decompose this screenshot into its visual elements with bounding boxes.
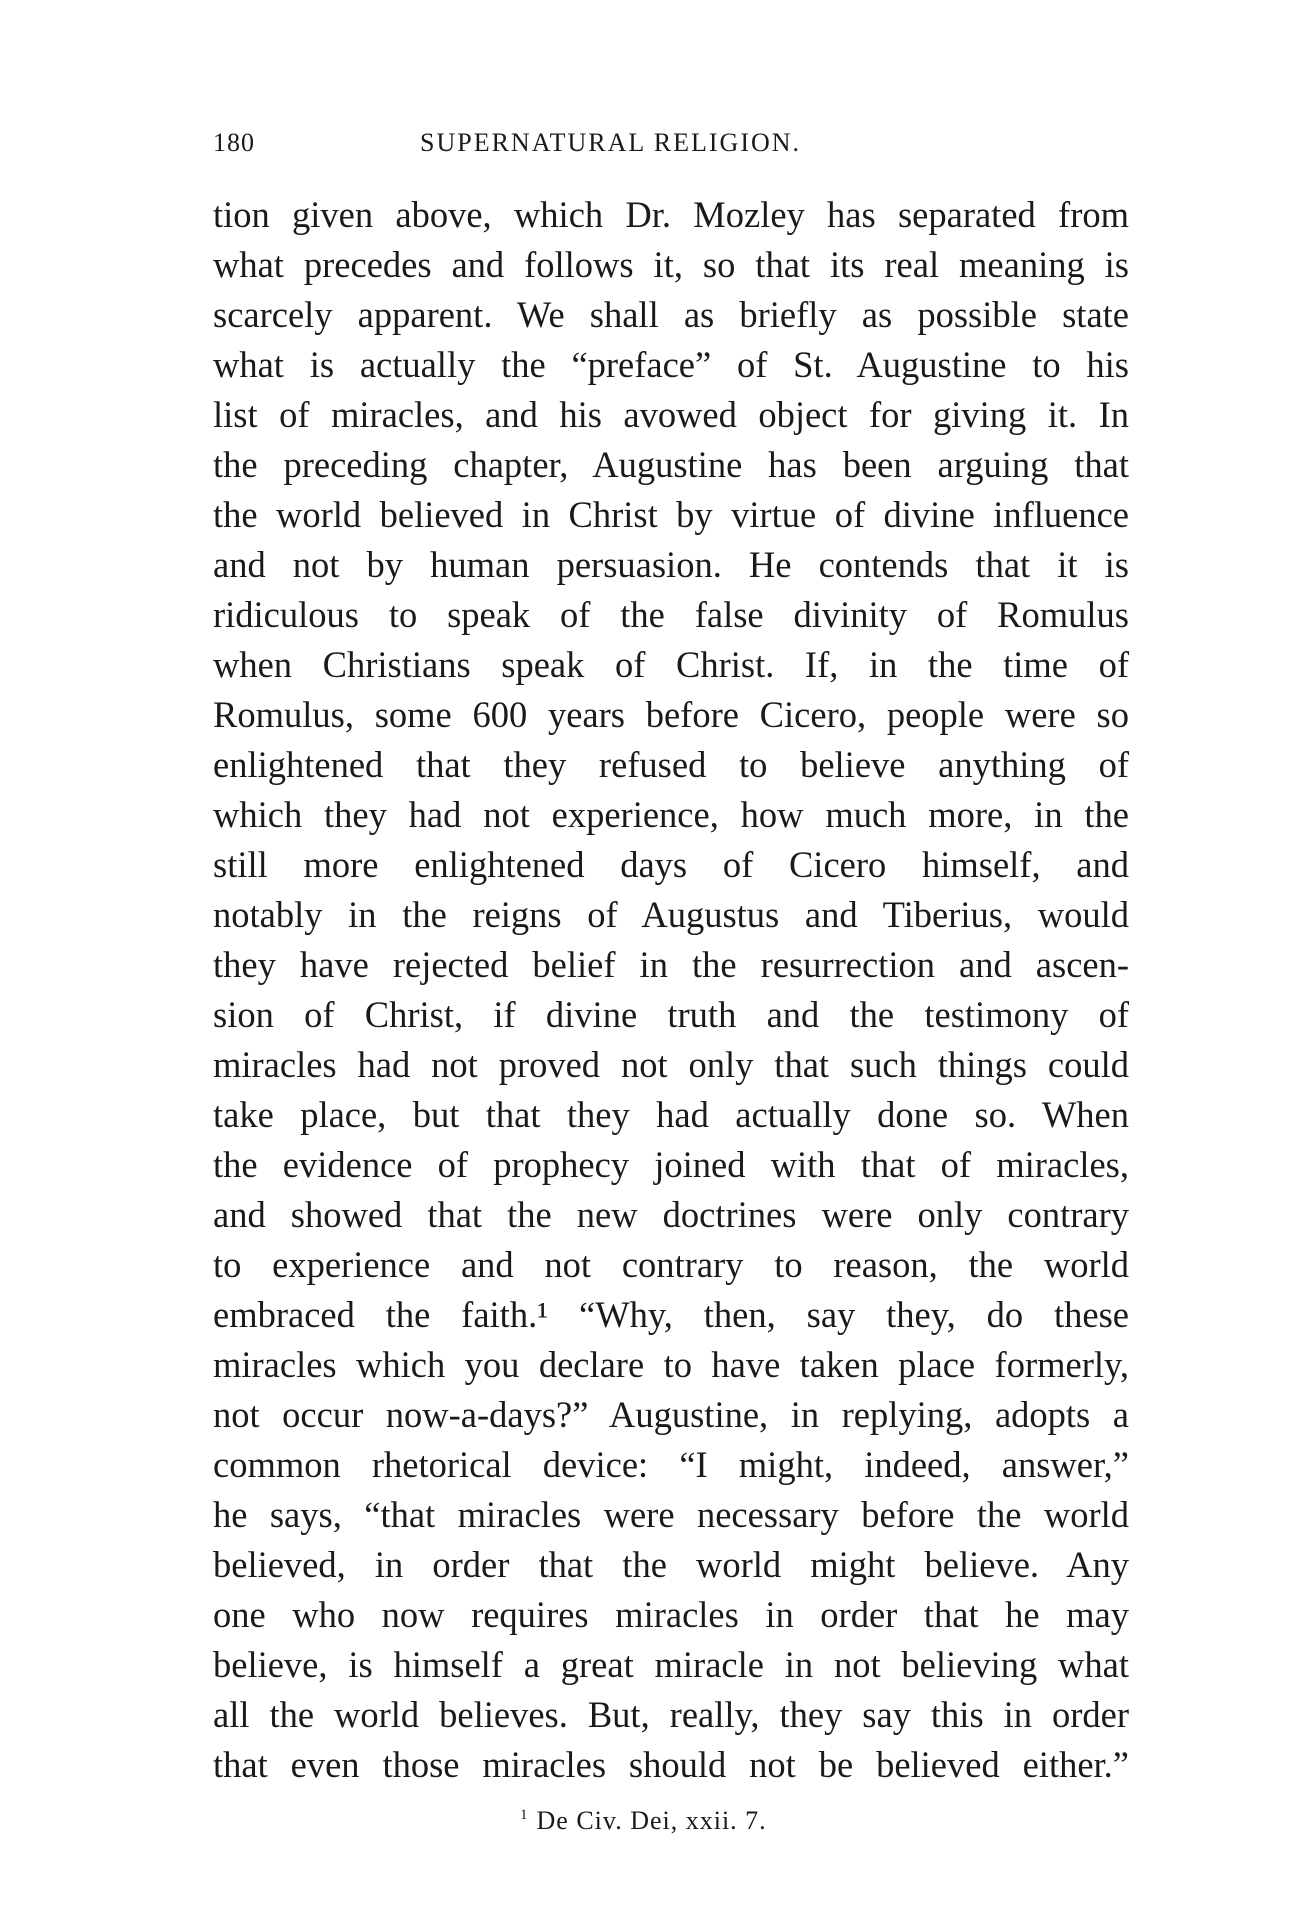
text-line: which they had not experience, how much more, in the [213, 794, 1129, 835]
footnote-text: De Civ. Dei, xxii. 7. [536, 1806, 767, 1835]
text-line: to experience and not contrary to reason, the world [213, 1244, 1129, 1285]
text-line: take place, but that they had actually done so. When [213, 1094, 1129, 1135]
text-line: not occur now-a-days?” Augustine, in replying, adopts a [213, 1394, 1129, 1435]
page-number: 180 [213, 128, 255, 157]
footnote-marker: 1 [520, 1807, 529, 1823]
text-line: ridiculous to speak of the false divinity of Romulus [213, 594, 1129, 635]
text-line: and showed that the new doctrines were only contrary [213, 1194, 1129, 1235]
text-line: when Christians speak of Christ. If, in the time of [213, 644, 1129, 685]
text-line: enlightened that they refused to believe anything of [213, 744, 1129, 785]
running-head [213, 128, 1113, 168]
text-line: scarcely apparent. We shall as briefly as possible state [213, 294, 1129, 335]
text-line: still more enlightened days of Cicero himself, and [213, 844, 1129, 885]
text-line: believed, in order that the world might believe. Any [213, 1544, 1129, 1585]
text-line: they have rejected belief in the resurrection and ascen- [213, 944, 1129, 985]
text-line: embraced the faith.¹ “Why, then, say they, do these [213, 1294, 1129, 1335]
text-line: the evidence of prophecy joined with that of miracles, [213, 1144, 1129, 1185]
text-line: all the world believes. But, really, they say this in order [213, 1694, 1129, 1735]
text-line: believe, is himself a great miracle in not believing what [213, 1644, 1129, 1685]
footnote [520, 1806, 767, 1836]
text-line: he says, “that miracles were necessary before the world [213, 1494, 1129, 1535]
text-line: list of miracles, and his avowed object for giving it. In [213, 394, 1129, 435]
text-line: miracles had not proved not only that such things could [213, 1044, 1129, 1085]
text-line: miracles which you declare to have taken place formerly, [213, 1344, 1129, 1385]
text-line: notably in the reigns of Augustus and Tiberius, would [213, 894, 1129, 935]
text-line: sion of Christ, if divine truth and the testimony of [213, 994, 1129, 1035]
running-title: SUPERNATURAL RELIGION. [420, 128, 802, 157]
text-line: the world believed in Christ by virtue of divine influence [213, 494, 1129, 535]
text-line: what precedes and follows it, so that its real meaning is [213, 244, 1129, 285]
text-line: what is actually the “preface” of St. Augustine to his [213, 344, 1129, 385]
text-line: common rhetorical device: “I might, indeed, answer,” [213, 1444, 1129, 1485]
text-line: tion given above, which Dr. Mozley has separated from [213, 194, 1129, 235]
body-text [213, 190, 1129, 1790]
text-line: and not by human persuasion. He contends that it is [213, 544, 1129, 585]
text-line: that even those miracles should not be believed either.” [213, 1744, 1129, 1785]
text-line: one who now requires miracles in order that he may [213, 1594, 1129, 1635]
text-line: Romulus, some 600 years before Cicero, people were so [213, 694, 1129, 735]
text-line: the preceding chapter, Augustine has been arguing that [213, 444, 1129, 485]
